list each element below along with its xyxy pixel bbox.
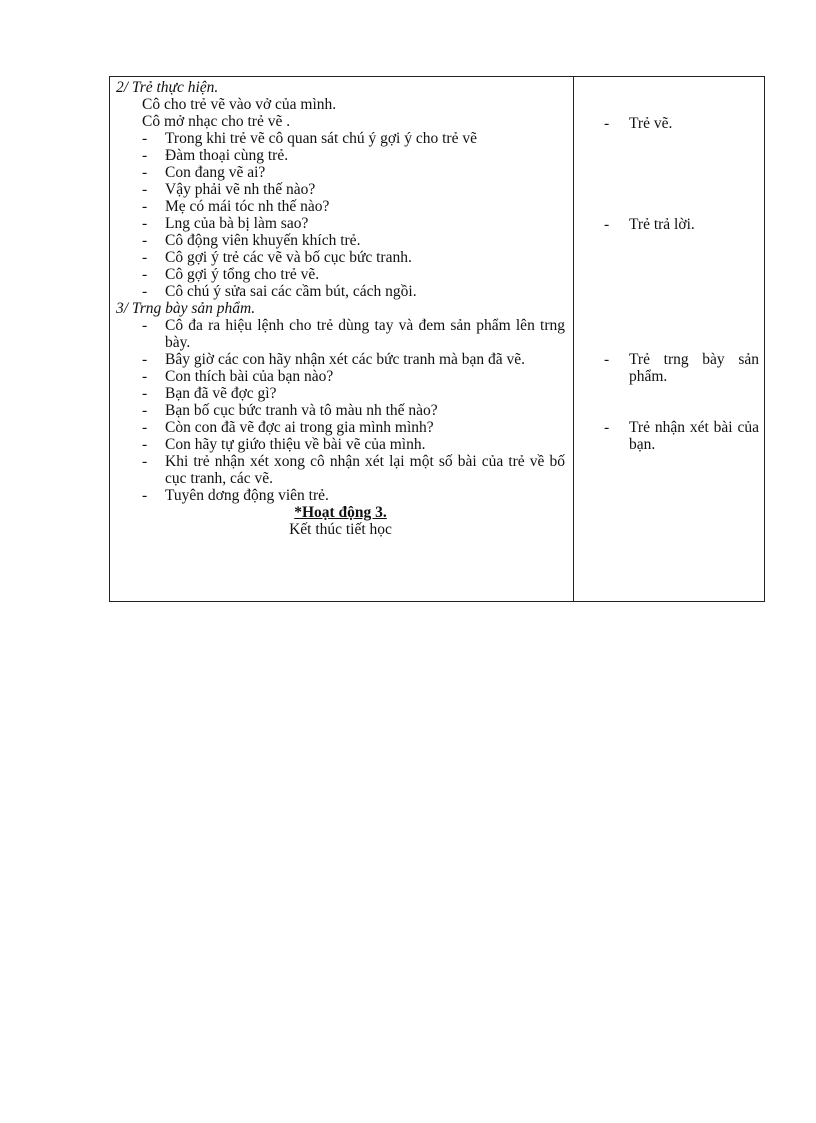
dash-bullet: -: [142, 164, 148, 181]
activity-3-title: *Hoạt động 3.: [294, 504, 387, 521]
dash-bullet: -: [142, 351, 148, 368]
list-item: - Cô gợi ý tổng cho trẻ vẽ.: [116, 266, 565, 283]
list-item: - Vậy phải vẽ nh thế nào?: [116, 181, 565, 198]
dash-bullet: -: [142, 232, 148, 249]
activity-3-subtitle: Kết thúc tiết học: [289, 521, 392, 538]
list-item: - Đàm thoại cùng trẻ.: [116, 147, 565, 164]
list-item: - Bạn đã vẽ đợc gì?: [116, 385, 565, 402]
list-item: - Con thích bài của bạn nào?: [116, 368, 565, 385]
dash-bullet: -: [142, 436, 148, 453]
dash-bullet: -: [142, 402, 148, 419]
dash-bullet: -: [142, 487, 148, 504]
dash-bullet: -: [142, 130, 148, 147]
list-item: - Mẹ có mái tóc nh thế nào?: [116, 198, 565, 215]
list-item: - Cô đa ra hiệu lệnh cho trẻ dùng tay và đem sản phẩm lên trng bày.: [116, 317, 565, 351]
dash-bullet: -: [142, 198, 148, 215]
dash-bullet: -: [142, 385, 148, 402]
child-response-item: - Trẻ vẽ.: [604, 115, 673, 132]
child-response-item: - Trẻ trả lời.: [604, 216, 695, 233]
list-item: - Còn con đã vẽ đợc ai trong gia mình mình?: [116, 419, 565, 436]
dash-bullet: -: [142, 317, 148, 334]
list-item: - Lng của bà bị làm sao?: [116, 215, 565, 232]
section-2-heading: 2/ Trẻ thực hiện.: [116, 79, 219, 96]
dash-bullet: -: [142, 147, 148, 164]
list-item: - Bạn bố cục bức tranh và tô màu nh thế nào?: [116, 402, 565, 419]
list-item: - Con hãy tự giứo thiệu về bài vẽ của mình.: [116, 436, 565, 453]
dash-bullet: -: [142, 368, 148, 385]
list-item: - Cô chú ý sửa sai các cầm bút, cách ngồi.: [116, 283, 565, 300]
list-item: - Trong khi trẻ vẽ cô quan sát chú ý gợi ý cho trẻ vẽ: [116, 130, 565, 147]
lesson-table: [109, 76, 765, 602]
teacher-activities-column: [110, 77, 574, 601]
text-line: Cô mở nhạc cho trẻ vẽ .: [142, 113, 291, 130]
list-item: - Bây giờ các con hãy nhận xét các bức tranh mà bạn đã vẽ.: [116, 351, 565, 368]
list-item: - Khi trẻ nhận xét xong cô nhận xét lại một số bài của trẻ về bố cục tranh, các vẽ.: [116, 453, 565, 487]
dash-bullet: -: [142, 249, 148, 266]
child-response-item: - Trẻ nhận xét bài của bạn.: [604, 419, 759, 453]
dash-bullet: -: [142, 453, 148, 470]
text-line: Cô cho trẻ vẽ vào vở của mình.: [142, 96, 337, 113]
dash-bullet: -: [604, 351, 610, 368]
list-item: - Con đang vẽ ai?: [116, 164, 565, 181]
dash-bullet: -: [142, 181, 148, 198]
list-item: - Cô động viên khuyến khích trẻ.: [116, 232, 565, 249]
dash-bullet: -: [142, 266, 148, 283]
dash-bullet: -: [142, 419, 148, 436]
section-3-heading: 3/ Trng bày sản phẩm.: [116, 300, 256, 317]
dash-bullet: -: [142, 215, 148, 232]
dash-bullet: -: [604, 216, 610, 233]
child-activities-column: [574, 77, 764, 601]
list-item: - Cô gợi ý trẻ các vẽ và bố cục bức tranh.: [116, 249, 565, 266]
dash-bullet: -: [142, 283, 148, 300]
child-response-item: - Trẻ trng bày sản phẩm.: [604, 351, 759, 385]
dash-bullet: -: [604, 419, 610, 436]
list-item: - Tuyên dơng động viên trẻ.: [116, 487, 565, 504]
dash-bullet: -: [604, 115, 610, 132]
